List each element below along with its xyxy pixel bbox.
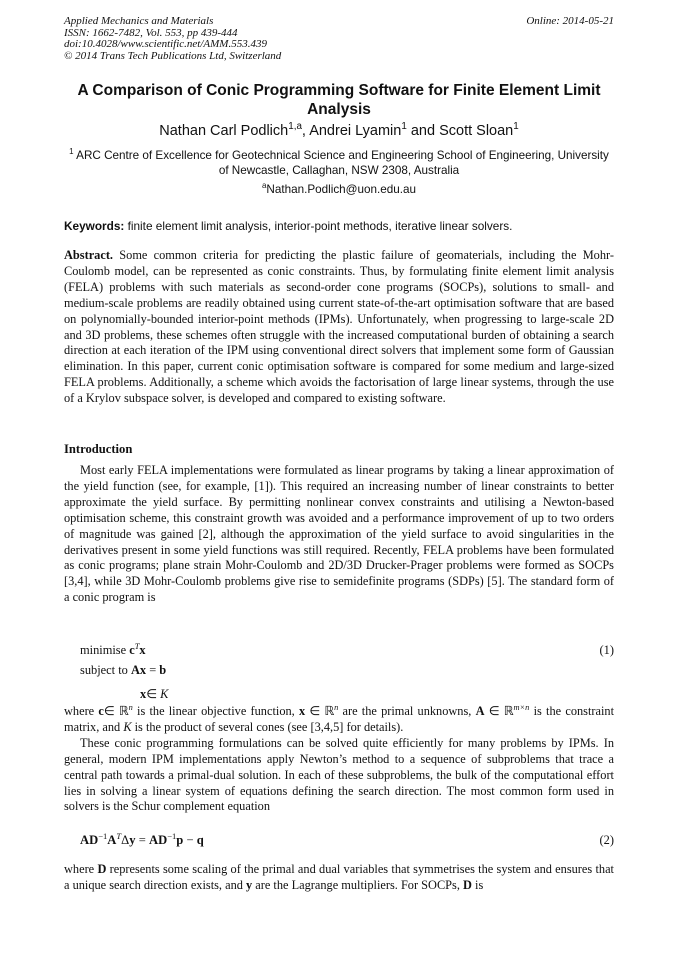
- paragraph-text: where: [64, 862, 98, 876]
- journal-name: Applied Mechanics and Materials: [64, 15, 214, 27]
- author-name: Nathan Carl Podlich: [159, 123, 289, 139]
- intro-paragraph-1: Most early FELA implementations were formulated as linear programs by taking a linear approximation of the yield function (see, for example, [1]). This required an increasing number of linear constraints to better approximate the yield surface. By permitting nonlinear convex constraints and utilising a Newton-based optimisation scheme, this constraint growth was avoided and a performance improvement of up to two orders of magnitude was gained [2], although the approximation of the yield surface to avoid singularities in the derivatives present in some yield functions was still required. Recently, FELA problems have been formulated as conic programs; plane strain Mohr-Coulomb and 2D/3D Drucker-Prager problems were formed as SOCPs [3,4], while 3D Mohr-Coulomb problems give rise to semidefinite programs (SDPs) [5]. The standard form of a conic program is: [64, 463, 614, 605]
- keywords: [64, 219, 614, 234]
- where-sentence: where c∈ ℝ$^n$ is the linear objective function, x ∈ ℝ$^n$ are the primal unknowns, A ∈ ℝ$^{m\times n}$ is the constraint matrix, and K is the product of several cones (see [3,4,5] for details).: [64, 702, 615, 734]
- email-address: Nathan.Podlich@uon.edu.au: [266, 183, 417, 196]
- author-name: Andrei Lyamin: [309, 123, 402, 139]
- equation-word: subject to: [80, 663, 131, 677]
- paragraph-text: are the Lagrange multipliers. For SOCPs,: [252, 877, 464, 892]
- author-list: [64, 122, 614, 140]
- author-name: Scott Sloan: [439, 123, 514, 139]
- author-separator: ,: [301, 123, 310, 139]
- section-heading-introduction: Introduction: [64, 442, 133, 456]
- keywords-text: finite element limit analysis, interior-point methods, iterative linear solvers.: [124, 219, 513, 233]
- issn-line: ISSN: 1662-7482, Vol. 553, pp 439-444: [64, 26, 238, 39]
- abstract-label: Abstract.: [64, 248, 114, 262]
- abstract: [64, 248, 614, 407]
- equation-1: [80, 640, 614, 700]
- equation-number: (1): [599, 643, 614, 657]
- equation-1-objective: minimise $c^Tx$ (1): [80, 640, 614, 660]
- where-text: where: [64, 704, 99, 718]
- paper-title: A Comparison of Conic Programming Software for Finite Element Limit Analysis: [77, 82, 601, 118]
- author-separator: and: [406, 123, 440, 139]
- intro-text-block: [64, 704, 614, 815]
- equation-1-cone: x∈ K: [140, 687, 169, 701]
- doi-line: doi:10.4028/www.scientific.net/AMM.553.439: [64, 38, 267, 50]
- equation-word: minimise: [80, 643, 130, 657]
- affiliation-text: ARC Centre of Excellence for Geotechnical Science and Engineering School of Engineering, University of Newcastle, Callaghan, NSW 2308, Australia: [73, 149, 609, 177]
- affiliation-superscript: 1: [69, 147, 74, 157]
- journal-header: [64, 16, 281, 62]
- keywords-label: Keywords:: [64, 219, 125, 233]
- equation-number: (2): [599, 833, 614, 847]
- paragraph-text: represents some scaling of the primal and dual variables that symmetrises the system and ensures that a unique search direction exists, and: [64, 862, 614, 892]
- intro-paragraph-3: where D represents some scaling of the primal and dual variables that symmetrises the system and ensures that a unique search direction exists, and y are the Lagrange multipliers. For SOCPs, D is: [64, 862, 614, 892]
- affiliation: [64, 148, 614, 178]
- email-superscript: a: [261, 181, 267, 191]
- equation-1-constraint: subject to Ax = b: [80, 663, 167, 677]
- author-email: [64, 183, 614, 197]
- online-date: Online: 2014-05-21: [526, 15, 614, 27]
- author-superscript: 1: [513, 121, 519, 133]
- where-text: is the linear objective function,: [132, 704, 299, 718]
- intro-paragraph-2: These conic programming formulations can be solved quite efficiently for many problems by IPMs. In general, modern IPM implementations apply Newton’s method to a sequence of subproblems that trace a central path towards a primal-dual solution. In each of these subproblems, the bulk of the computational effort lies in solving a linear system of equations defining the search direction. The most common form used in solvers is the Schur complement equation: [64, 735, 614, 814]
- author-superscript: 1,a: [288, 121, 302, 133]
- where-text: is the product of several cones (see [3,4,5] for details).: [131, 719, 404, 734]
- where-text: is the constraint matrix, and: [64, 704, 615, 734]
- where-text: are the primal unknowns,: [338, 704, 476, 718]
- abstract-text: Some common criteria for predicting the plastic failure of geomaterials, including the Mohr-Coulomb model, can be represented as conic constraints. Thus, by formulating finite element limit analysis (FELA) problems with such materials as second-order cone programs (SOCPs), solutions to small- and medium-scale problems are readily obtained using current state-of-the-art optimisation software that are based on polynomially-bounded interior-point methods (IPMs). Unfortunately, when progressing to large-scale 2D and 3D problems, these schemes often struggle with the increased computational burden of obtaining a search direction at each iteration of the IPM using conventional direct solvers that implement some form of Gaussian elimination. In this paper, current conic optimisation software is compared for some medium and large-sized FELA problems. Additionally, a scheme which avoids the factorisation of large linear systems, through the use of a Krylov subspace solver, is developed and compared to existing software.: [64, 248, 614, 406]
- copyright-line: © 2014 Trans Tech Publications Ltd, Switzerland: [64, 49, 282, 62]
- author-superscript: 1: [401, 121, 407, 133]
- equation-2: $AD^{-1}A^T\Delta y = AD^{-1}p - q$ (2): [80, 830, 614, 850]
- paragraph-text: is: [475, 877, 484, 892]
